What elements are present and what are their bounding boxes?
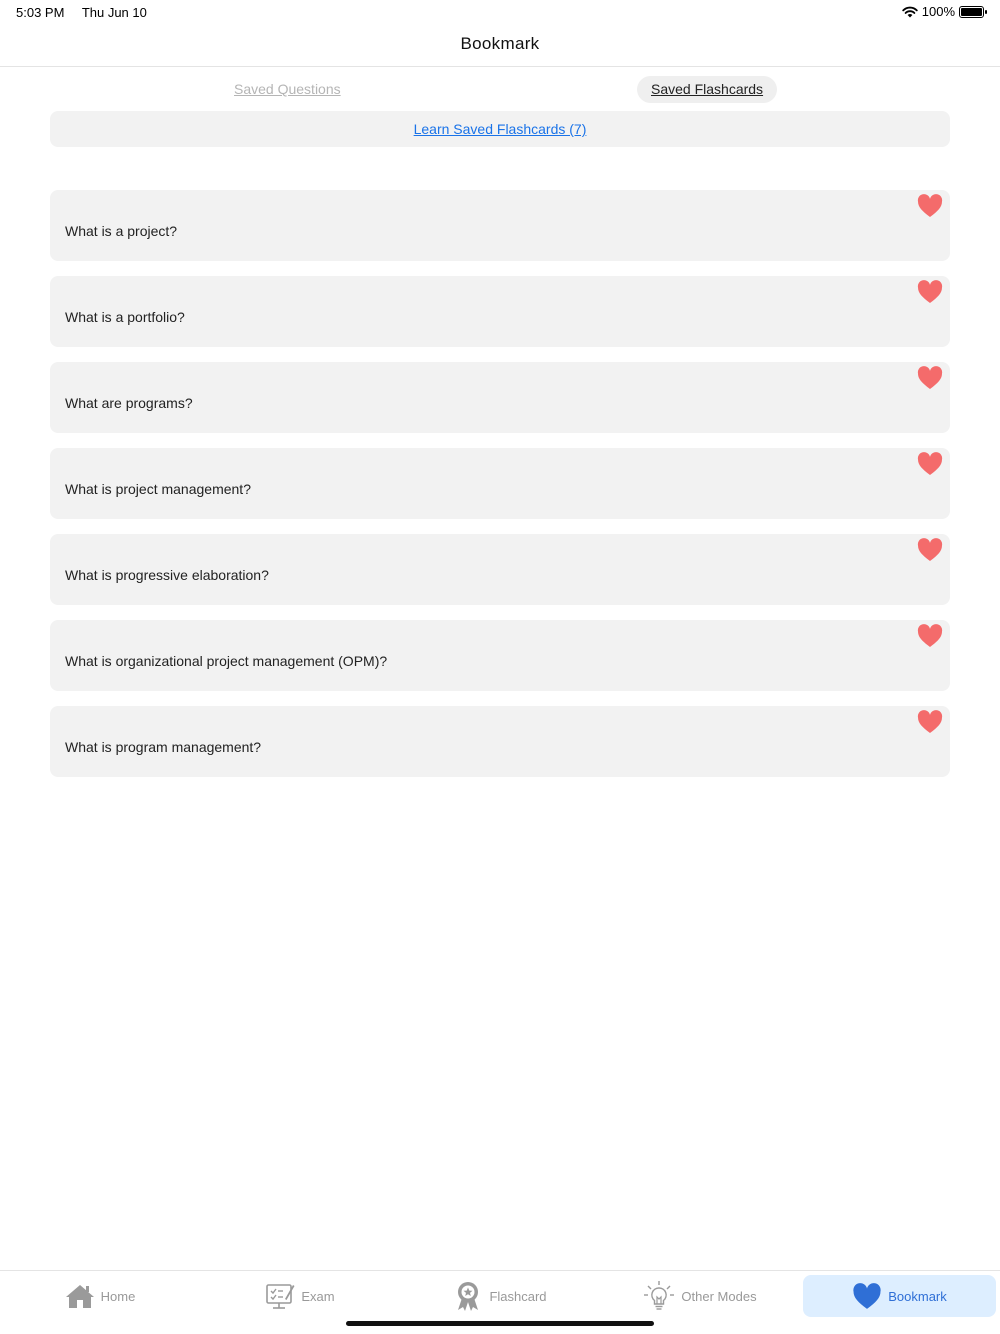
tab-bookmark[interactable] bbox=[803, 1275, 996, 1317]
learn-saved-flashcards-link[interactable]: Learn Saved Flashcards (7) bbox=[413, 121, 587, 137]
heart-icon bbox=[852, 1283, 882, 1310]
flashcard-question: What are programs? bbox=[65, 395, 193, 411]
heart-icon[interactable] bbox=[917, 280, 943, 304]
flashcard-question: What is program management? bbox=[65, 739, 262, 755]
heart-icon[interactable] bbox=[917, 452, 943, 476]
flashcard-item[interactable] bbox=[50, 448, 950, 519]
flashcard-item[interactable] bbox=[50, 534, 950, 605]
status-right bbox=[902, 4, 984, 19]
heart-icon[interactable] bbox=[917, 194, 943, 218]
flashcard-question: What is a project? bbox=[65, 223, 178, 239]
status-bar bbox=[0, 0, 1000, 24]
flashcard-question: What is project management? bbox=[65, 481, 251, 497]
flashcard-item[interactable] bbox=[50, 362, 950, 433]
segment-tabs bbox=[0, 76, 1000, 104]
tab-flashcard[interactable] bbox=[400, 1275, 600, 1317]
flashcard-item[interactable] bbox=[50, 276, 950, 347]
heart-icon[interactable] bbox=[917, 710, 943, 734]
battery-percent: 100% bbox=[921, 4, 955, 19]
flashcard-question: What is a portfolio? bbox=[65, 309, 185, 325]
tab-flashcard-label: Flashcard bbox=[489, 1288, 547, 1304]
exam-icon bbox=[265, 1281, 295, 1311]
wifi-icon bbox=[902, 6, 918, 18]
flashcard-item[interactable] bbox=[50, 706, 950, 777]
flashcard-question: What is organizational project management (OPM)? bbox=[65, 653, 388, 669]
tab-saved-questions[interactable]: Saved Questions bbox=[234, 81, 341, 97]
status-time: 5:03 PM bbox=[16, 5, 65, 20]
flashcard-item[interactable] bbox=[50, 620, 950, 691]
heart-icon[interactable] bbox=[917, 366, 943, 390]
tab-exam-label: Exam bbox=[301, 1288, 335, 1304]
flashcard-item[interactable] bbox=[50, 190, 950, 261]
learn-saved-flashcards-bar bbox=[50, 111, 950, 147]
lightbulb-icon bbox=[643, 1280, 675, 1312]
award-icon bbox=[453, 1280, 483, 1312]
heart-icon[interactable] bbox=[917, 624, 943, 648]
tab-exam[interactable] bbox=[200, 1275, 400, 1317]
status-date: Thu Jun 10 bbox=[81, 5, 147, 20]
page-title: Bookmark bbox=[460, 34, 540, 53]
tab-other-modes-label: Other Modes bbox=[681, 1288, 757, 1304]
tab-bookmark-label: Bookmark bbox=[888, 1288, 947, 1304]
tab-other-modes[interactable] bbox=[600, 1275, 800, 1317]
home-icon bbox=[65, 1283, 95, 1309]
home-indicator bbox=[346, 1321, 654, 1326]
tab-home[interactable] bbox=[0, 1275, 200, 1317]
battery-icon bbox=[959, 6, 984, 18]
nav-bar bbox=[0, 24, 1000, 67]
tab-saved-flashcards[interactable]: Saved Flashcards bbox=[637, 76, 777, 103]
heart-icon[interactable] bbox=[917, 538, 943, 562]
status-left bbox=[16, 5, 161, 20]
tab-home-label: Home bbox=[100, 1288, 136, 1304]
flashcard-question: What is progressive elaboration? bbox=[65, 567, 269, 583]
